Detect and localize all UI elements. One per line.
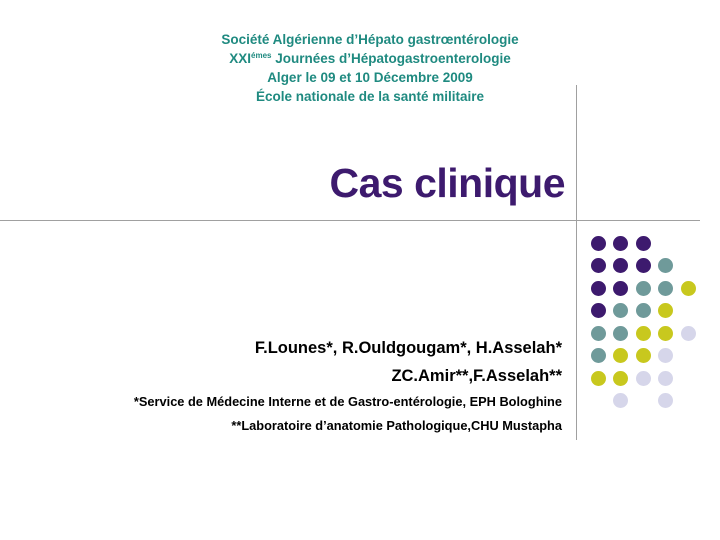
dot-lavender — [613, 393, 628, 408]
dot-purple — [591, 281, 606, 296]
slide-title: Cas clinique — [329, 160, 565, 206]
header-edition-name: Journées d’Hépatogastroenterologie — [271, 51, 511, 66]
dot-purple — [591, 258, 606, 273]
dot-lavender — [636, 371, 651, 386]
header-edition-suffix: émes — [251, 51, 272, 60]
affiliation-line-2: **Laboratoire d’anatomie Pathologique,CHU Mustapha — [231, 418, 562, 433]
dot-yellow — [681, 281, 696, 296]
dot-purple — [636, 236, 651, 251]
dot-teal — [658, 258, 673, 273]
dot-teal — [591, 348, 606, 363]
header-date: Alger le 09 et 10 Décembre 2009 — [267, 70, 473, 85]
dot-teal — [613, 303, 628, 318]
authors-line-1: F.Lounes*, R.Ouldgougam*, H.Asselah* — [254, 339, 562, 357]
authors-block — [134, 334, 562, 438]
dot-yellow — [591, 371, 606, 386]
header-edition-number: XXI — [229, 51, 251, 66]
dot-lavender — [658, 371, 673, 386]
dot-purple — [636, 258, 651, 273]
dot-yellow — [658, 303, 673, 318]
dot-teal — [636, 281, 651, 296]
dot-lavender — [658, 393, 673, 408]
authors-line-2: ZC.Amir**,F.Asselah** — [391, 367, 562, 385]
dot-yellow — [636, 348, 651, 363]
header-society: Société Algérienne d’Hépato gastrœntérologie — [221, 32, 519, 47]
dot-lavender — [658, 348, 673, 363]
dot-purple — [613, 258, 628, 273]
dot-purple — [591, 236, 606, 251]
dot-teal — [636, 303, 651, 318]
dot-teal — [591, 326, 606, 341]
dot-yellow — [636, 326, 651, 341]
affiliation-line-1: *Service de Médecine Interne et de Gastro-entérologie, EPH Bologhine — [133, 394, 562, 409]
dot-teal — [613, 326, 628, 341]
dot-lavender — [681, 326, 696, 341]
dot-purple — [591, 303, 606, 318]
header-venue: École nationale de la santé militaire — [255, 89, 485, 104]
dot-yellow — [613, 348, 628, 363]
dot-yellow — [658, 326, 673, 341]
dot-teal — [658, 281, 673, 296]
dot-purple — [613, 236, 628, 251]
dot-yellow — [613, 371, 628, 386]
dot-purple — [613, 281, 628, 296]
